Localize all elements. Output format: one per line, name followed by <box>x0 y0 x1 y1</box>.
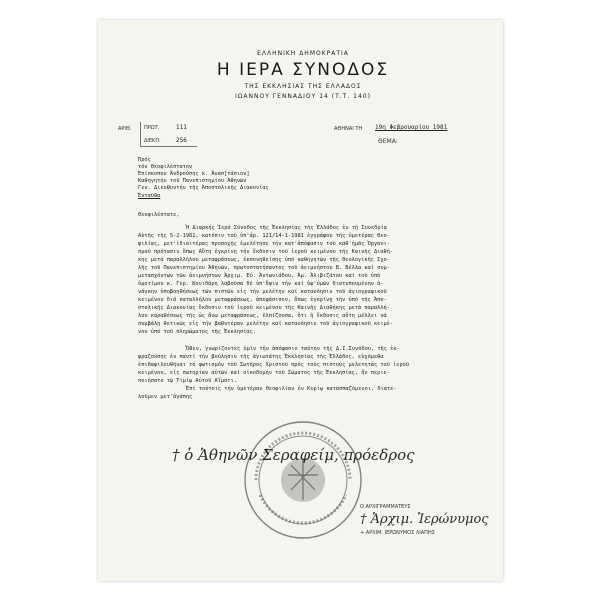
recipient-line: Καθηγητήν τοῦ Πανεπιστημίου Ἀθηνῶν <box>138 178 247 184</box>
letterhead-title: Η ΙΕΡΑ ΣΥΝΟΔΟΣ <box>216 60 390 80</box>
body-line: ἐπιδαψιλευθῆναι τό φωτισμόν τοῦ Σωτῆρος Χριστοῦ πρός τούς πιστούς μελετητάς τοῦ ἱεροῦ <box>138 362 410 368</box>
letterhead-republic: ΕΛΛΗΝΙΚΗ ΔΗΜΟΚΡΑΤΙΑ <box>257 50 349 57</box>
body-line: σμοῦ πρότασιν ὅπως Αὕτη ἐγκρίνῃ τήν ἔκδοσιν τοῦ ἱεροῦ κειμένου τῆς Καινῆς Διαθή- <box>138 249 394 255</box>
body-line: Ὅθεν, γνωρίζοντες ὑμῖν τήν ἀπόφασιν ταύτην τῆς Δ.Ι.Συνόδου, τῆς ἐκ- <box>186 346 400 352</box>
body-line: κειμένου διά καταλλήλου μεταφράσεως, ἀπεφάσισεν, ὅπως ἐγκρίνῃ τήν ὑπό τῆς Ἀπο- <box>138 297 387 303</box>
diekp-label: ΔΙΕΚΠ. <box>144 138 161 144</box>
body-line: Αὐτῆς τῆς 5-2-1981, κατόπιν τοῦ ὑπ'ἀρ. 121/14-1-1981 ἐγγράφου τῆς ὑμετέρας Θεο- <box>138 233 390 239</box>
body-line: κης μετά παραλλήλου μεταφράσεως, ἐκπονηθείσης ὑπό καθηγητῶν τῆς Θεολογικῆς Σχο- <box>138 257 390 263</box>
letterhead-church: ΤΗΣ ΕΚΚΛΗΣΙΑΣ ΤΗΣ ΕΛΛΑΔΟΣ <box>244 83 362 90</box>
date-label: ΑΘΗΝΑΙ ΤΗ <box>334 126 363 132</box>
body-line: νάγκην ὑποβοηθήσεως τῶν πιστῶν εἰς τήν μελέτην καί κατανόησιν τοῦ ἁγιογραφικοῦ <box>138 289 387 295</box>
body-line: νου ὑπό τοῦ πληρώματος τῆς Ἐκκλησίας. <box>138 329 256 335</box>
body-line: συμβάλῃ θετικῶς εἰς τήν βαθυτέραν μελέτην καί κατανόησιν τοῦ ἁγιογραφικοῦ κειμέ- <box>138 321 394 327</box>
salutation: Θεοφιλέστατε, <box>138 212 180 218</box>
secretary-signature: † Ἀρχιμ. Ἱερώνυμος <box>360 512 489 527</box>
recipient-line: Ἐπίσκοπον Ἀνδρούσης κ. Ἀνασ[τάσιον] <box>138 171 250 177</box>
stamp-note: Ο ΑΡΧΙΓΡΑΜΜΑΤΕΥΣ <box>360 504 411 510</box>
body-line: φιλίας, μετ'ἰδιαιτέρας προσοχῆς ἐμελέτησε τήν κατ'ἀπόφασιν τοῦ καθ'ἡμᾶς Ὀργανι- <box>138 241 390 247</box>
body-line: Ἐπί τούτοις τήν ὑμετέραν Θεοφιλίαν ἐν Κυρίῳ κατασπαζόμενοι, διατε- <box>186 386 397 392</box>
body-line: φραζούσης ἐν παντί τήν βούλησιν τῆς ἁγιωτάτης Ἐκκλησίας τῆς Ἑλλάδος, εὐχόμεθα <box>138 354 384 360</box>
subject-label: ΘΕΜΑ: <box>378 138 398 145</box>
body-line: λῆς τοῦ Πανεπιστημίου Ἀθηνῶν, πρωτοστατήσαντος τοῦ ἀειμνήστου Β. Βέλλα καί συμ- <box>138 265 390 271</box>
date-value: 19η Φεβρουαρίου 1981 <box>375 124 448 131</box>
recipient-location: Ἐνταῦθα <box>138 193 161 199</box>
letterhead-address: ΙΩΑΝΝΟΥ ΓΕΝΝΑΔΙΟΥ 14 (Τ.Τ. 140) <box>235 93 371 100</box>
recipient-line: Πρός <box>138 157 151 163</box>
body-line: λου καραθέσεως τῆς ὡς ἄνω μεταφράσεως, ἐλπίζουσα, ὅτι ἡ ἔκδοσις αὕτη μέλλει νά <box>138 313 387 319</box>
body-line: μετασχόντων τῶν ἀειμνήστων Ἀρχιμ. Εὐ. Ἀντωνιάδου, Ἀμ. Ἀλιβιζάτου καί τοῦ ὑπό <box>138 273 381 279</box>
recipient-line: Γεν. Διευθυντήν τῆς Ἀποστολικῆς Διακονίας <box>138 185 269 191</box>
secretary-title: + ΑΡΧΙΜ. ΙΕΡΩΝΥΜΟΣ ΛΙΑΠΗΣ <box>360 530 435 536</box>
body-line: στολικῆς Διακονίας ἔκδοσιν τοῦ ἱεροῦ κειμένου τῆς Καινῆς Διαθήκης μετά παραλλή- <box>138 305 390 311</box>
letter-page <box>98 20 503 581</box>
body-line: ὁμοτίμου κ. Γερ. Κονιδάρη λαβοῦσα δέ ὑπ'ὄψιν τήν καί ὑφ'ὑμῶν διατυπουμένην ἀ- <box>138 281 384 287</box>
recipient-line: τόν Θεοφιλέστατον <box>138 164 193 170</box>
body-line: Ἡ Διαρκής Ἱερά Σύνοδος τῆς Ἐκκλησίας τῆς Ἑλλάδος ἐν τῇ Συνεδρίᾳ <box>186 225 387 231</box>
protocol-label: ΠΡΩΤ. <box>144 125 160 131</box>
body-line: λοῦμεν μετ'ἀγάπης <box>138 394 193 400</box>
body-line: κειμένου, εἰς σωτηρίαν αὐτῶν καί οἰκοδομήν τοῦ Σώματος τῆς Ἐκκλησίας, ἥν περιε- <box>138 370 390 376</box>
body-line: ποιήσατο τῷ Τιμίῳ Αὐτοῦ Αἵματι. <box>138 378 237 384</box>
diekp-number: 256 <box>176 137 187 144</box>
archbishop-signature: † ὁ Ἀθηνῶν Σεραφείμ, πρόεδρος <box>172 446 415 464</box>
protocol-number: 111 <box>176 124 187 131</box>
seal-stamp-icon <box>238 415 368 545</box>
arith-label: ΑΡΙΘ. <box>118 126 132 132</box>
